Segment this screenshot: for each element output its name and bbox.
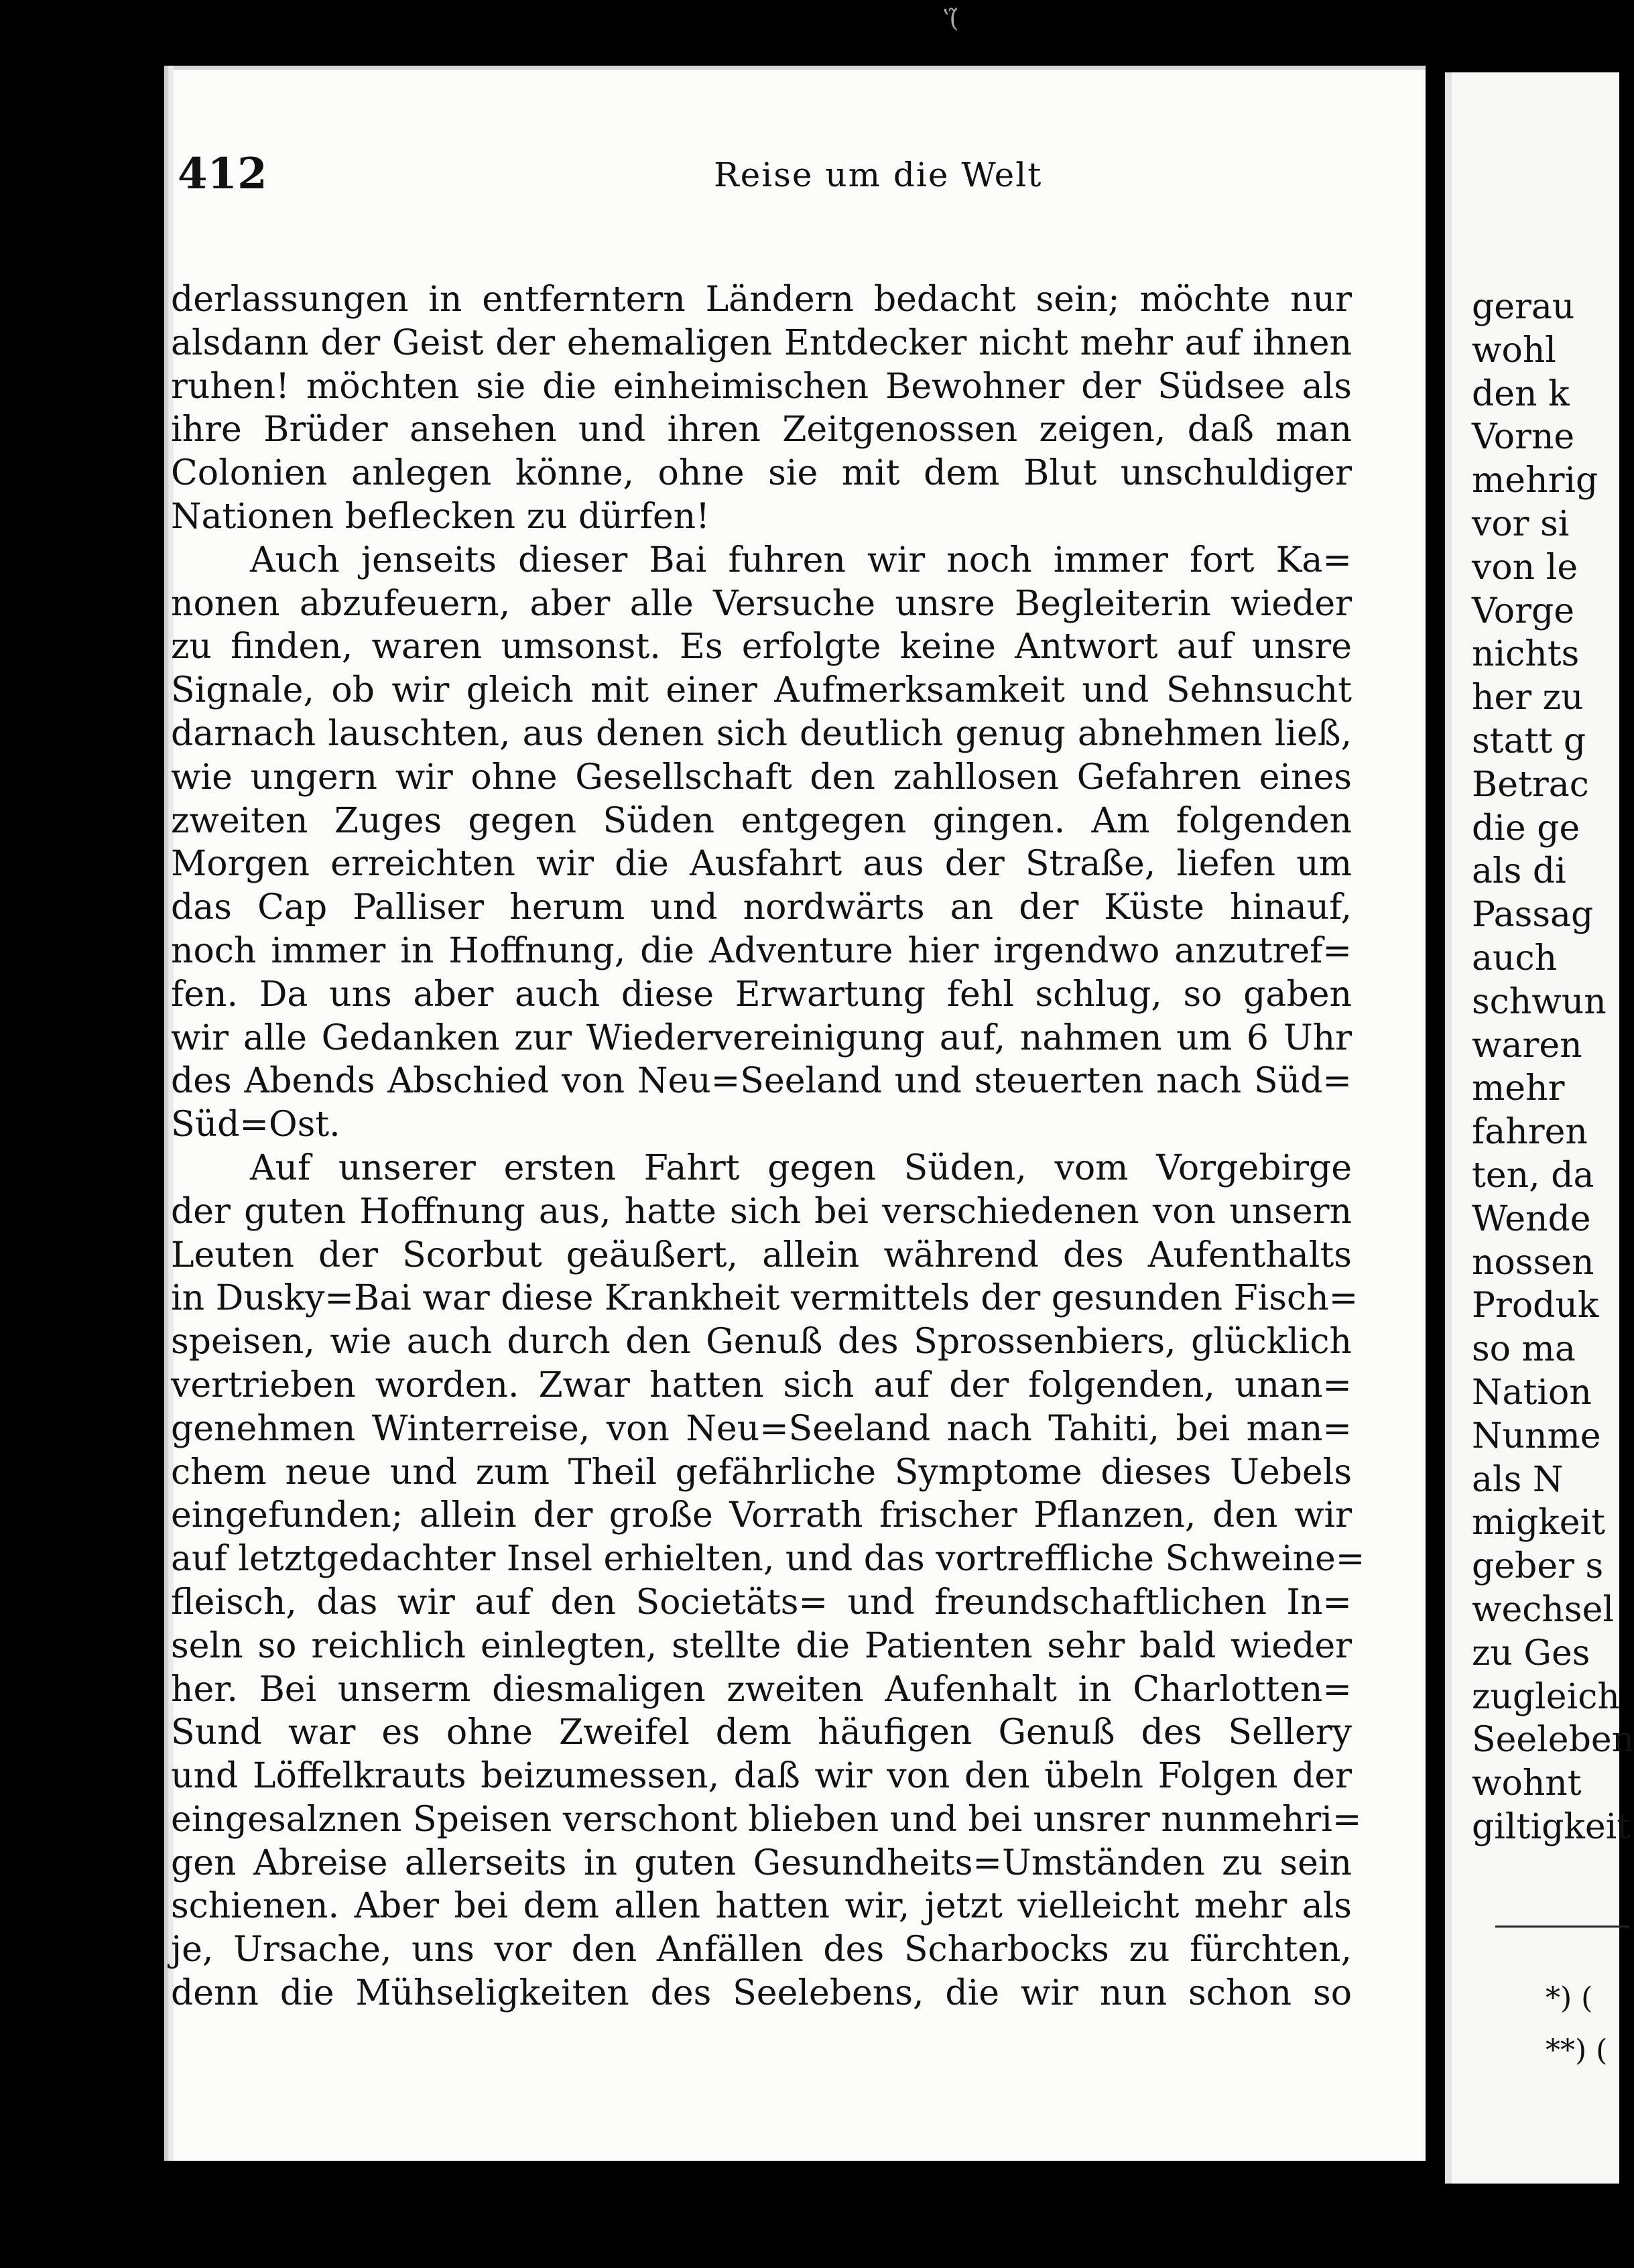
- text-line: Auch jenseits dieser Bai fuhren wir noch immer fort Ka=: [250, 540, 1352, 580]
- text-line: in Dusky=Bai war diese Krankheit vermittels der gesunden Fisch=: [171, 1278, 1359, 1319]
- right-line: wohnt: [1472, 1763, 1582, 1804]
- right-line: so ma: [1472, 1329, 1576, 1370]
- right-page: [1445, 72, 1634, 2184]
- running-head: Reise um die Welt: [714, 155, 1043, 194]
- text-line: genehmen Winterreise, von Neu=Seeland nach Tahiti, bei man=: [171, 1408, 1352, 1449]
- text-line: vertrieben worden. Zwar hatten sich auf der folgenden, unan=: [171, 1365, 1352, 1405]
- footnote-marker: **) (: [1546, 2033, 1608, 2068]
- text-line: zweiten Zuges gegen Süden entgegen gingen. Am folgenden: [171, 800, 1352, 841]
- right-line: die ge: [1472, 808, 1580, 848]
- text-line: gen Abreise allerseits in guten Gesundheits=Umständen zu sein: [171, 1842, 1352, 1883]
- right-line: auch: [1472, 938, 1558, 979]
- right-page-text: [1472, 286, 1633, 1849]
- right-line: als N: [1472, 1459, 1564, 1500]
- text-line: speisen, wie auch durch den Genuß des Sprossenbiers, glücklich: [171, 1322, 1352, 1363]
- right-line: migkeit: [1472, 1503, 1606, 1544]
- text-line: eingefunden; allein der große Vorrath frischer Pflanzen, den wir: [171, 1495, 1352, 1536]
- right-line: Vorne: [1472, 417, 1575, 458]
- right-line: mehr: [1472, 1068, 1565, 1109]
- text-line: schienen. Aber bei dem allen hatten wir, jetzt vielleicht mehr als: [171, 1886, 1352, 1927]
- right-line: ten, da: [1472, 1155, 1594, 1196]
- right-line: Produk: [1472, 1285, 1599, 1326]
- right-line: fahren: [1472, 1112, 1588, 1153]
- footnote-rule: [1495, 1926, 1629, 1928]
- text-line: nonen abzufeuern, aber alle Versuche unsre Begleiterin wieder: [171, 583, 1352, 624]
- text-line: und Löffelkrauts beizumessen, daß wir von den übeln Folgen der: [171, 1756, 1352, 1797]
- right-line: Nunme: [1472, 1415, 1601, 1456]
- text-line: Signale, ob wir gleich mit einer Aufmerksamkeit und Sehnsucht: [171, 670, 1352, 711]
- right-line: zu Ges: [1472, 1633, 1590, 1674]
- right-line: nossen: [1472, 1242, 1594, 1283]
- text-line: auf letztgedachter Insel erhielten, und das vortreffliche Schweine=: [171, 1539, 1365, 1580]
- text-line: her. Bei unserm diesmaligen zweiten Aufenhalt in Charlotten=: [171, 1669, 1352, 1710]
- text-line: fleisch, das wir auf den Societäts= und freundschaftlichen In=: [171, 1582, 1352, 1623]
- text-line: seln so reichlich einlegten, stellte die Patienten sehr bald wieder: [171, 1625, 1352, 1666]
- text-line: wir alle Gedanken zur Wiedervereinigung auf, nahmen um 6 Uhr: [171, 1017, 1352, 1058]
- text-line: noch immer in Hoffnung, die Adventure hier irgendwo anzutref=: [171, 930, 1352, 971]
- text-line: Nationen beflecken zu dürfen!: [171, 496, 710, 537]
- text-line: der guten Hoffnung aus, hatte sich bei verschiedenen von unsern: [171, 1191, 1352, 1232]
- right-line: schwun: [1472, 981, 1607, 1022]
- right-line: Vorge: [1472, 590, 1575, 631]
- right-line: wohl: [1472, 330, 1556, 371]
- text-line: alsdann der Geist der ehemaligen Entdecker nicht mehr auf ihnen: [171, 322, 1352, 363]
- right-line: giltigkeit: [1472, 1806, 1631, 1847]
- text-line: eingesalznen Speisen verschont blieben und bei unsrer nunmehri=: [171, 1799, 1362, 1840]
- page-number: 412: [178, 149, 267, 199]
- right-line: Betrac: [1472, 764, 1589, 805]
- text-line: darnach lauschten, aus denen sich deutlich genug abnehmen ließ,: [171, 713, 1352, 754]
- text-line: Colonien anlegen könne, ohne sie mit dem Blut unschuldiger: [171, 453, 1352, 494]
- right-line: mehrig: [1472, 460, 1598, 501]
- text-line: des Abends Abschied von Neu=Seeland und steuerten nach Süd=: [171, 1061, 1352, 1102]
- text-line: ihre Brüder ansehen und ihren Zeitgenossen zeigen, daß man: [171, 410, 1352, 450]
- right-line: als di: [1472, 851, 1566, 892]
- right-line: von le: [1472, 547, 1578, 588]
- right-line: vor si: [1472, 503, 1570, 544]
- right-line: zugleich: [1472, 1676, 1620, 1717]
- text-line: zu finden, waren umsonst. Es erfolgte keine Antwort auf unsre: [171, 627, 1352, 668]
- right-line: her zu: [1472, 678, 1584, 718]
- text-line: derlassungen in entferntern Ländern bedacht sein; möchte nur: [171, 279, 1352, 320]
- text-line: Auf unserer ersten Fahrt gegen Süden, vom Vorgebirge: [250, 1147, 1352, 1188]
- page-header: [178, 149, 1170, 223]
- right-line: geber s: [1472, 1546, 1604, 1587]
- text-line: wie ungern wir ohne Gesellschaft den zahllosen Gefahren eines: [171, 757, 1352, 798]
- text-line: fen. Da uns aber auch diese Erwartung fehl schlug, so gaben: [171, 974, 1352, 1015]
- top-margin-mark: ʽ(̃: [942, 5, 959, 33]
- body-text: [171, 278, 1365, 2015]
- text-line: das Cap Palliser herum und nordwärts an der Küste hinauf,: [171, 887, 1352, 928]
- right-page-footnotes: [1546, 1972, 1607, 2077]
- right-line: gerau: [1472, 287, 1575, 327]
- text-line: denn die Mühseligkeiten des Seelebens, die wir nun schon so: [171, 1973, 1352, 2014]
- text-line: ruhen! möchten sie die einheimischen Bewohner der Südsee als: [171, 366, 1352, 407]
- text-line: Sund war es ohne Zweifel dem häufigen Genuß des Sellery: [171, 1712, 1352, 1753]
- text-line: Leuten der Scorbut geäußert, allein während des Aufenthalts: [171, 1235, 1352, 1275]
- right-line: waren: [1472, 1025, 1582, 1066]
- text-line: chem neue und zum Theil gefährliche Symptome dieses Uebels: [171, 1452, 1352, 1493]
- text-line: je, Ursache, uns vor den Anfällen des Scharbocks zu fürchten,: [171, 1930, 1352, 1970]
- text-line: Süd=Ost.: [171, 1105, 340, 1145]
- right-line: Passag: [1472, 895, 1594, 936]
- right-line: Seeleben: [1472, 1720, 1634, 1761]
- right-line: nichts: [1472, 634, 1580, 675]
- right-line: wechsel: [1472, 1589, 1614, 1630]
- text-line: Morgen erreichten wir die Ausfahrt aus der Straße, liefen um: [171, 844, 1352, 885]
- right-line: Nation: [1472, 1372, 1592, 1413]
- right-line: Wende: [1472, 1198, 1591, 1239]
- right-line: den k: [1472, 373, 1570, 414]
- footnote-marker: *) (: [1546, 1981, 1593, 2015]
- right-line: statt g: [1472, 720, 1586, 761]
